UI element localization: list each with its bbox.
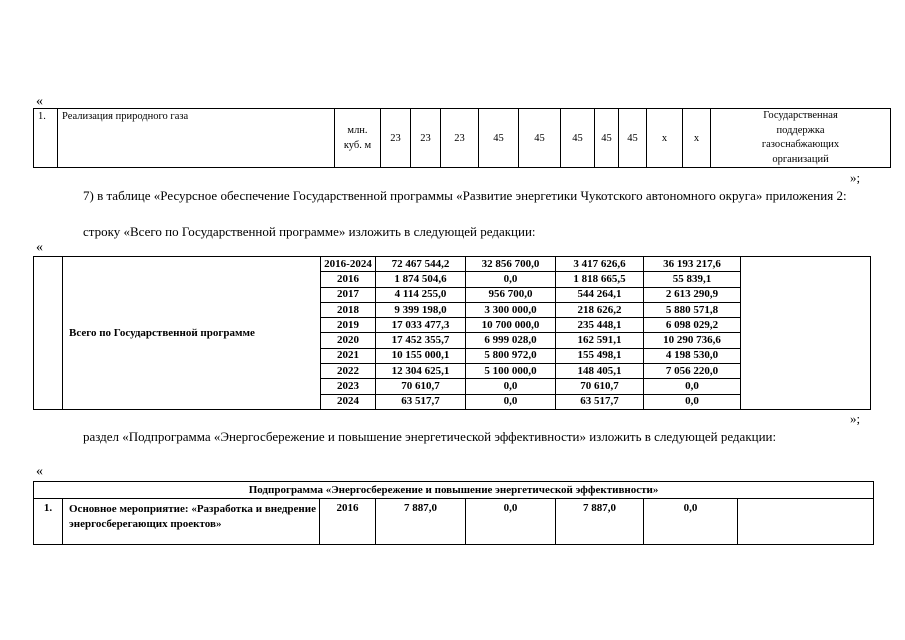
amount-cell: 9 399 198,0 [376, 302, 466, 317]
amount-cell: 0,0 [466, 379, 556, 394]
row-number: 1. [34, 109, 58, 168]
period-cell: 2024 [321, 394, 376, 409]
amount-cell: 235 448,1 [556, 318, 644, 333]
value-cell: 23 [381, 109, 411, 168]
value-cell: 45 [595, 109, 619, 168]
amount-cell: 10 700 000,0 [466, 318, 556, 333]
period-cell: 2016-2024 [321, 257, 376, 272]
amount-cell: 10 290 736,6 [644, 333, 741, 348]
value-cell: 45 [519, 109, 561, 168]
amount-cell: 1 874 504,6 [376, 272, 466, 287]
amount-cell: 148 405,1 [556, 364, 644, 379]
amount-cell: 4 114 255,0 [376, 287, 466, 302]
amount-cell: 0,0 [466, 394, 556, 409]
amount-cell: 70 610,7 [376, 379, 466, 394]
open-quote-1: « [36, 94, 43, 109]
close-quote-1: »; [850, 170, 861, 185]
amount-cell: 70 610,7 [556, 379, 644, 394]
amount-cell: 162 591,1 [556, 333, 644, 348]
amount-cell: 32 856 700,0 [466, 257, 556, 272]
open-quote-3: « [36, 464, 43, 479]
period-cell: 2021 [321, 348, 376, 363]
amount-cell: 0,0 [466, 272, 556, 287]
amount-cell: 544 264,1 [556, 287, 644, 302]
table-row [34, 109, 891, 168]
paragraph-7: 7) в таблице «Ресурсное обеспечение Государственной программы «Развитие энергетики Чукотского автономного округа» приложения 2: [83, 188, 847, 203]
amount-cell: 5 100 000,0 [466, 364, 556, 379]
amount-cell: 36 193 217,6 [644, 257, 741, 272]
value-cell: 7 887,0 [376, 499, 466, 545]
amount-cell: 0,0 [644, 379, 741, 394]
period-cell: 2020 [321, 333, 376, 348]
value-cell: 45 [479, 109, 519, 168]
unit-line: куб. м [343, 140, 372, 151]
amount-cell: 10 155 000,1 [376, 348, 466, 363]
amount-cell: 2 613 290,9 [644, 287, 741, 302]
empty-cell [741, 257, 871, 410]
support-cell [711, 109, 891, 168]
support-line: поддержка [776, 124, 825, 136]
subprogram-header: Подпрограмма «Энергосбережение и повышение энергетической эффективности» [34, 482, 874, 499]
amount-cell: 956 700,0 [466, 287, 556, 302]
support-line: газоснабжающих [761, 139, 840, 150]
row-number: 1. [34, 499, 63, 545]
period-cell: 2019 [321, 318, 376, 333]
close-quote-2: »; [850, 411, 861, 426]
table-header-row [34, 482, 874, 499]
open-quote-2: « [36, 240, 43, 255]
amount-cell: 12 304 625,1 [376, 364, 466, 379]
period-cell: 2023 [321, 379, 376, 394]
amount-cell: 1 818 665,5 [556, 272, 644, 287]
amount-cell: 155 498,1 [556, 348, 644, 363]
amount-cell: 3 417 626,6 [556, 257, 644, 272]
program-total-table [33, 256, 871, 410]
amount-cell: 63 517,7 [556, 394, 644, 409]
value-cell: 0,0 [644, 499, 738, 545]
amount-cell: 55 839,1 [644, 272, 741, 287]
value-cell: х [683, 109, 711, 168]
support-line: организаций [772, 153, 829, 165]
value-cell: 23 [411, 109, 441, 168]
table-row [34, 257, 871, 272]
unit-line: млн. [347, 125, 368, 136]
unit-cell [335, 109, 381, 168]
indicator-name: Реализация природного газа [58, 109, 335, 168]
amount-cell: 0,0 [644, 394, 741, 409]
amount-cell: 7 056 220,0 [644, 364, 741, 379]
table-row [34, 499, 874, 545]
period-cell: 2018 [321, 302, 376, 317]
value-cell: 45 [619, 109, 647, 168]
total-label: Всего по Государственной программе [63, 257, 321, 410]
amount-cell: 3 300 000,0 [466, 302, 556, 317]
paragraph-section: раздел «Подпрограмма «Энергосбережение и повышение энергетической эффективности» изложить в следующей редакции: [83, 429, 777, 444]
amount-cell: 4 198 530,0 [644, 348, 741, 363]
amount-cell: 17 033 477,3 [376, 318, 466, 333]
value-cell: 7 887,0 [556, 499, 644, 545]
paragraph-row: строку «Всего по Государственной программе» изложить в следующей редакции: [83, 224, 536, 239]
amount-cell: 5 800 972,0 [466, 348, 556, 363]
amount-cell: 5 880 571,8 [644, 302, 741, 317]
amount-cell: 6 098 029,2 [644, 318, 741, 333]
amount-cell: 17 452 355,7 [376, 333, 466, 348]
year-cell: 2016 [320, 499, 376, 545]
amount-cell: 63 517,7 [376, 394, 466, 409]
activity-name: Основное мероприятие: «Разработка и внедрение энергосберегающих проектов» [63, 499, 320, 545]
subprogram-table [33, 481, 874, 545]
empty-cell [738, 499, 874, 545]
amount-cell: 218 626,2 [556, 302, 644, 317]
period-cell: 2022 [321, 364, 376, 379]
amount-cell: 72 467 544,2 [376, 257, 466, 272]
empty-cell [34, 257, 63, 410]
gas-sales-table [33, 108, 891, 168]
value-cell: 23 [441, 109, 479, 168]
amount-cell: 6 999 028,0 [466, 333, 556, 348]
period-cell: 2017 [321, 287, 376, 302]
value-cell: 45 [561, 109, 595, 168]
value-cell: х [647, 109, 683, 168]
support-line: Государственная [763, 110, 838, 121]
period-cell: 2016 [321, 272, 376, 287]
value-cell: 0,0 [466, 499, 556, 545]
